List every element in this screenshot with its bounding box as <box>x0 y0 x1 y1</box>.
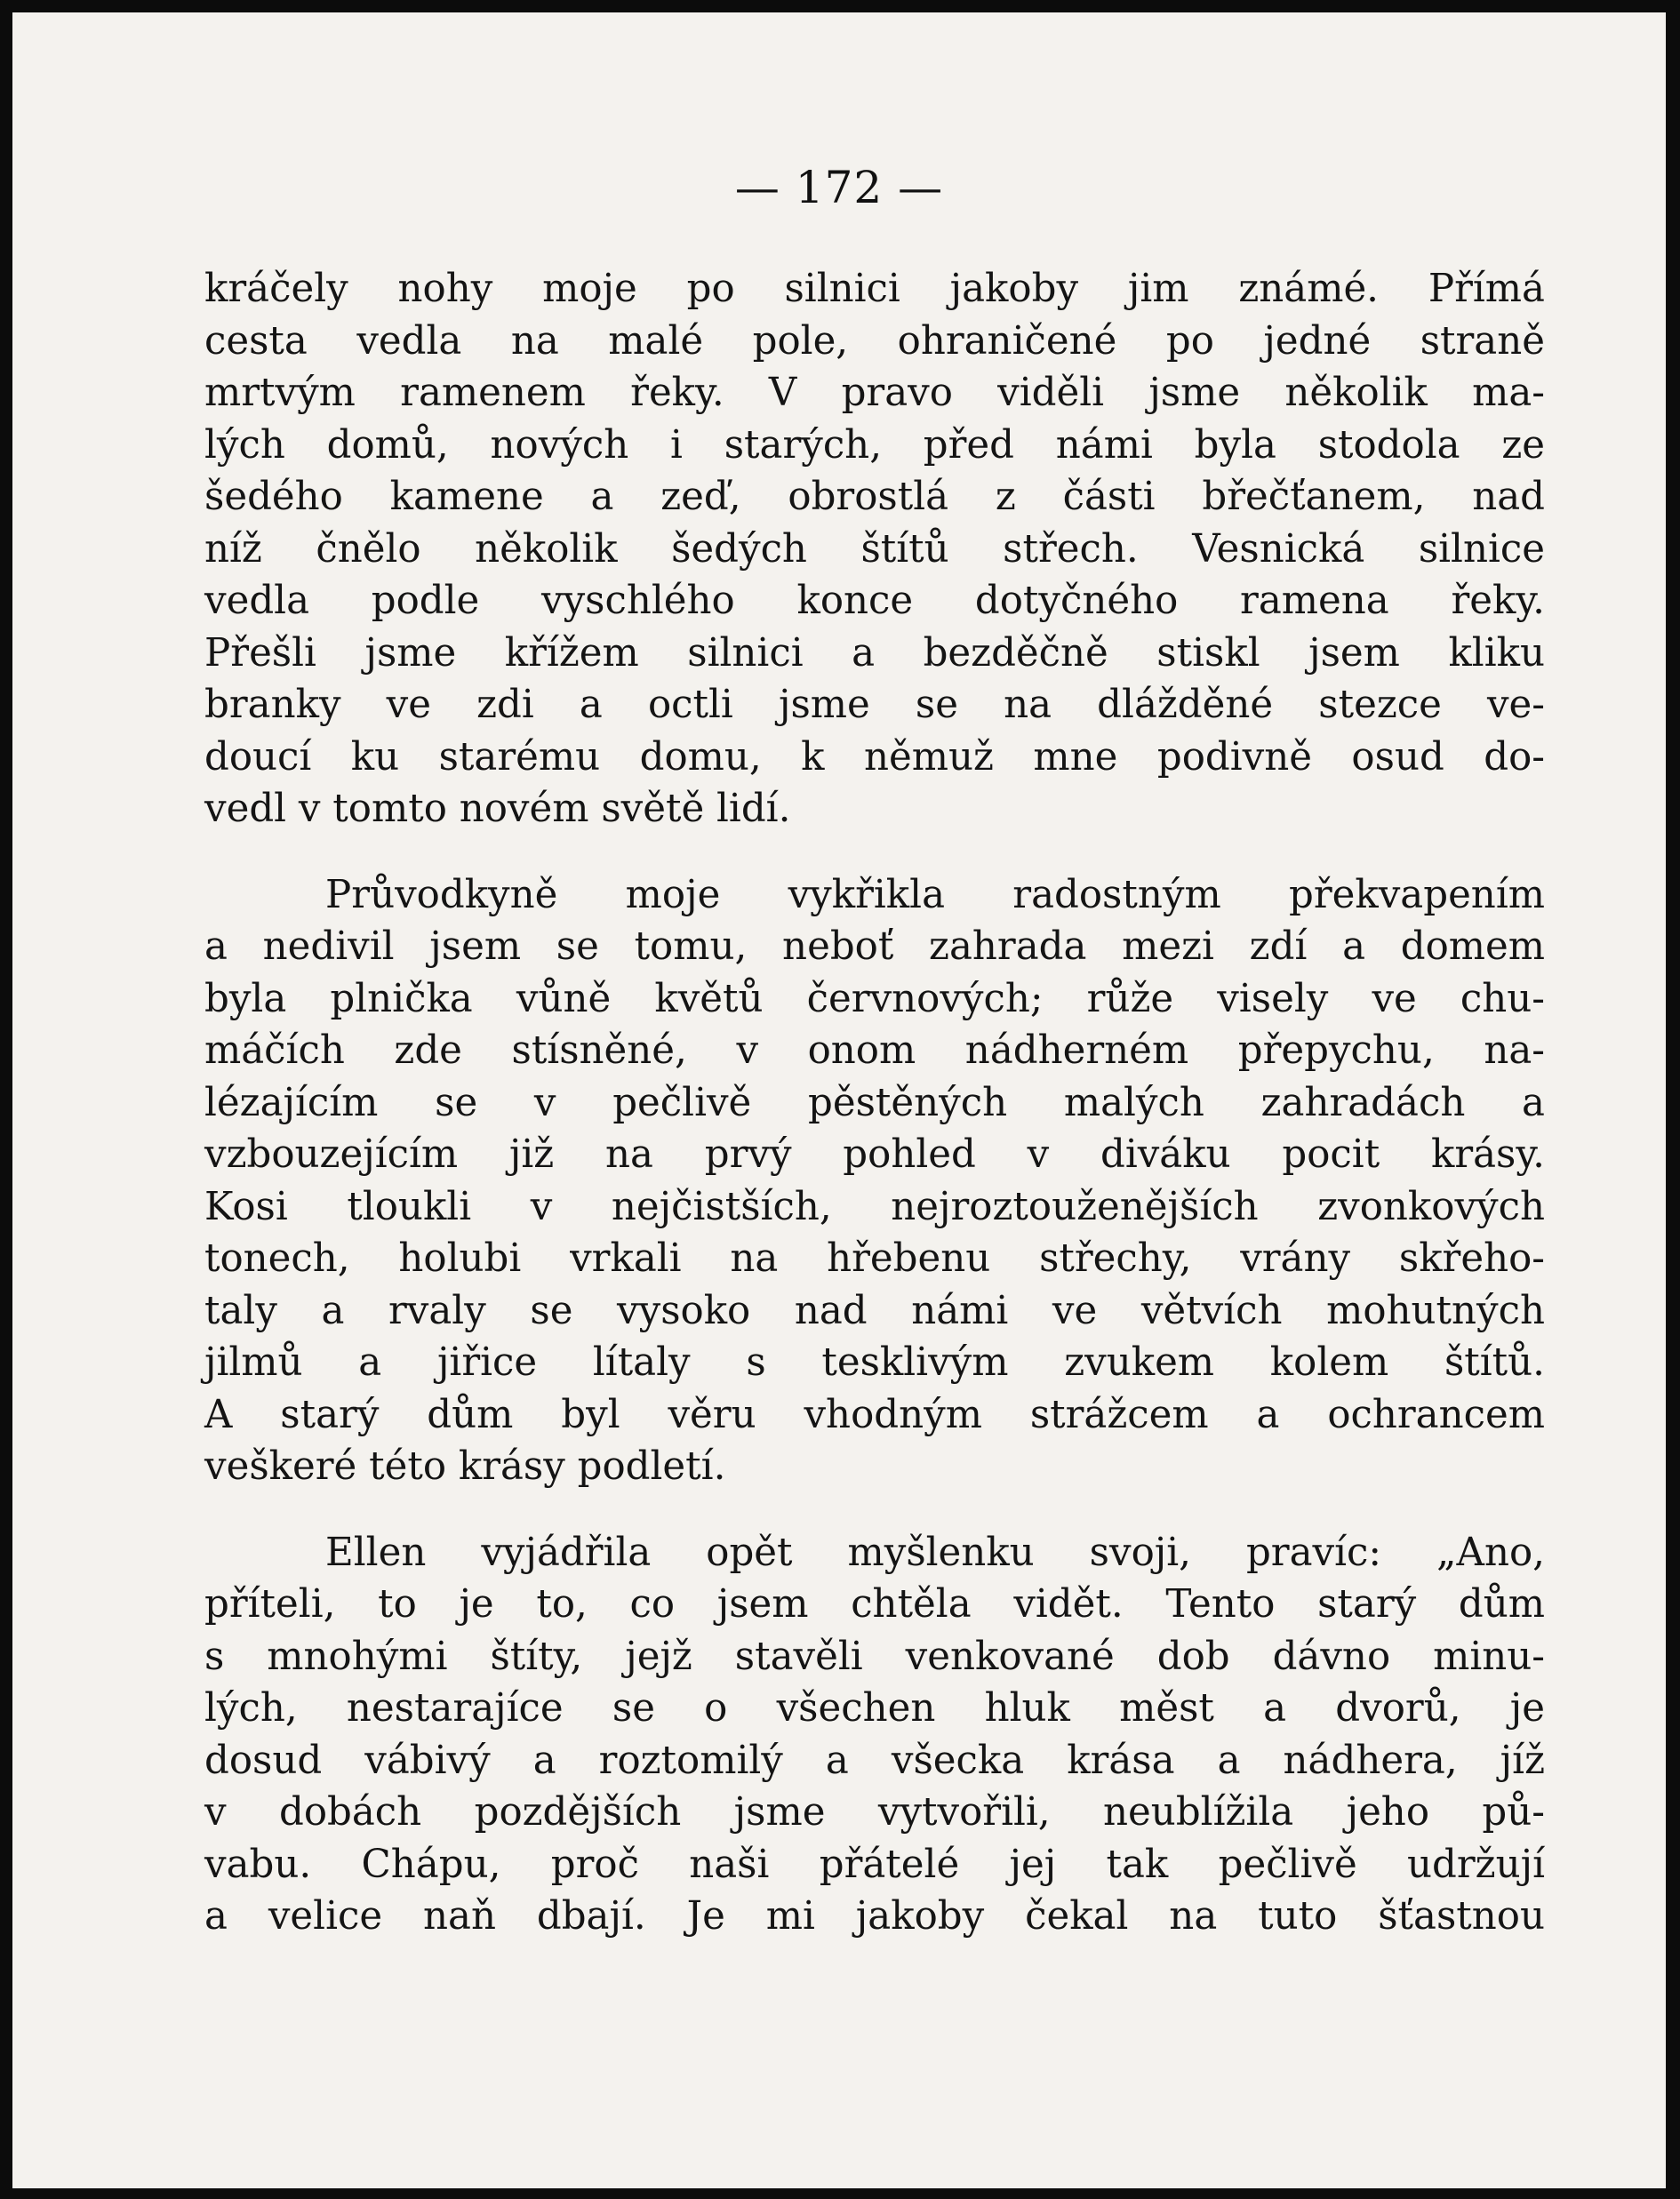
text-line: šedého kamene a zeď, obrostlá z části břečťanem, nad <box>204 475 1545 519</box>
body-text <box>204 263 1545 1943</box>
text-line: lých, nestarajíce se o všechen hluk měst a dvorů, je <box>204 1686 1545 1731</box>
text-line: Ellen vyjádřila opět myšlenku svoji, pravíc: „Ano, <box>325 1530 1545 1575</box>
text-line: taly a rvaly se vysoko nad námi ve větvích mohutných <box>204 1288 1545 1333</box>
text-line: příteli, to je to, co jsem chtěla vidět. Tento starý dům <box>204 1582 1545 1627</box>
text-line: doucí ku starému domu, k němuž mne podivně osud do- <box>204 734 1545 780</box>
text-line: a velice naň dbají. Je mi jakoby čekal na tuto šťastnou <box>204 1894 1545 1939</box>
page-number: — 172 — <box>734 162 944 213</box>
text-line: vabu. Chápu, proč naši přátelé jej tak pečlivě udržují <box>204 1842 1545 1887</box>
text-line: byla plnička vůně květů červnových; růže visely ve chu- <box>204 976 1545 1021</box>
text-line: vzbouzejícím již na prvý pohled v diváku pocit krásy. <box>204 1132 1545 1177</box>
text-line: máčích zde stísněné, v onom nádherném přepychu, na- <box>204 1028 1545 1073</box>
text-line: vedla podle vyschlého konce dotyčného ramena řeky. <box>204 579 1545 623</box>
text-line: Kosi tloukli v nejčistších, nejroztouženějších zvonkových <box>204 1184 1545 1229</box>
text-line: mrtvým ramenem řeky. V pravo viděli jsme několik ma- <box>204 371 1545 415</box>
text-line: s mnohými štíty, jejž stavěli venkované dob dávno minu- <box>204 1634 1545 1679</box>
text-line: lých domů, nových i starých, před námi byla stodola ze <box>204 422 1545 468</box>
text-line: veškeré této krásy podletí. <box>204 1444 726 1489</box>
paragraph-2 <box>204 869 1545 1493</box>
text-line: jilmů a jiřice lítaly s tesklivým zvukem kolem štítů. <box>204 1340 1545 1385</box>
text-line: Průvodkyně moje vykřikla radostným překvapením <box>325 872 1545 917</box>
text-line: Přešli jsme křížem silnici a bezděčně stiskl jsem kliku <box>204 630 1545 676</box>
text-line: kráčely nohy moje po silnici jakoby jim známé. Přímá <box>204 267 1545 311</box>
text-line: tonech, holubi vrkali na hřebenu střechy, vrány skřeho- <box>204 1236 1545 1281</box>
text-line: a nedivil jsem se tomu, neboť zahrada mezi zdí a domem <box>204 924 1545 969</box>
text-line: branky ve zdi a octli jsme se na dlážděné stezce ve- <box>204 683 1545 727</box>
text-line: cesta vedla na malé pole, ohraničené po jedné straně <box>204 318 1545 364</box>
text-line: lézajícím se v pečlivě pěstěných malých zahradách a <box>204 1080 1545 1125</box>
text-line: v dobách pozdějších jsme vytvořili, neublížila jeho pů- <box>204 1790 1545 1835</box>
paragraph-3 <box>204 1527 1545 1943</box>
text-line: níž čnělo několik šedých štítů střech. Vesnická silnice <box>204 526 1545 572</box>
paragraph-1 <box>204 263 1545 836</box>
book-page <box>12 12 1666 2188</box>
text-line: vedl v tomto novém světě lidí. <box>204 787 791 831</box>
text-line: A starý dům byl věru vhodným strážcem a ochrancem <box>204 1392 1545 1437</box>
text-line: dosud vábivý a roztomilý a všecka krása a nádhera, jíž <box>204 1738 1545 1783</box>
